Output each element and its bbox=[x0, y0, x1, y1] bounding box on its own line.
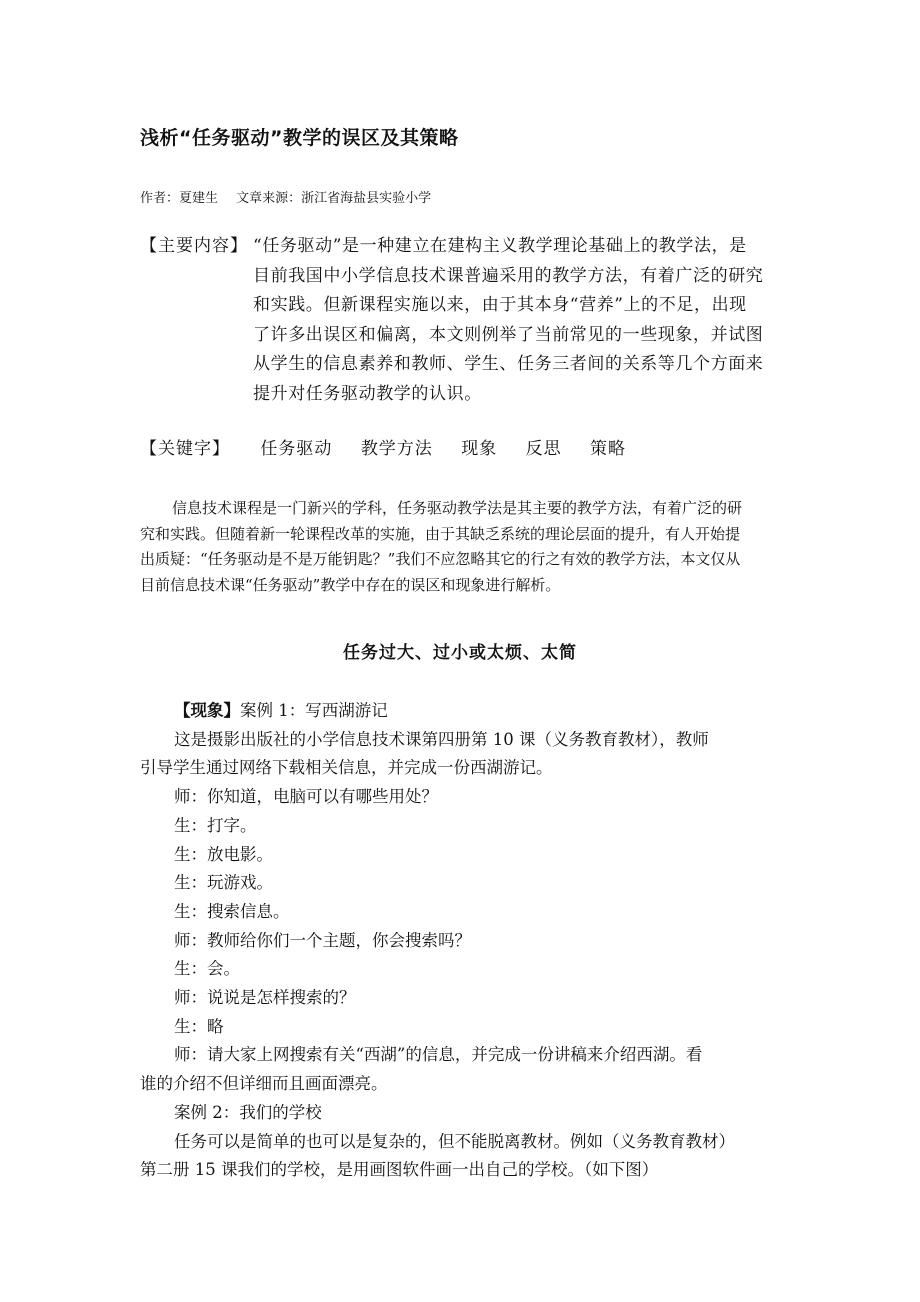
abstract-line: 目前我国中小学信息技术课普遍采用的教学方法，有着广泛的研究 bbox=[253, 265, 764, 286]
keyword: 教学方法 bbox=[360, 439, 433, 459]
dialogue-continuation: 谁的介绍不但详细而且画面漂亮。 bbox=[140, 1074, 388, 1094]
dialogue-line: 师：教师给你们一个主题，你会搜索吗？ bbox=[174, 930, 471, 950]
intro-line: 出质疑：“任务驱动是不是万能钥匙？”我们不应忽略其它的行之有效的教学方法，本文仅从 bbox=[140, 550, 741, 568]
abstract-body bbox=[253, 232, 783, 409]
keyword: 策略 bbox=[590, 439, 627, 459]
dialogue-line: 生：略 bbox=[174, 1016, 224, 1036]
abstract-label: 【主要内容】 bbox=[140, 236, 248, 256]
keywords-label: 【关键字】 bbox=[140, 439, 230, 459]
dialogue-line: 生：玩游戏。 bbox=[174, 873, 273, 893]
keyword: 任务驱动 bbox=[260, 439, 333, 459]
intro-line: 目前信息技术课“任务驱动”教学中存在的误区和现象进行解析。 bbox=[140, 575, 561, 594]
case2-desc: 任务可以是简单的也可以是复杂的，但不能脱离教材。例如（义务教育教材） bbox=[174, 1131, 735, 1151]
abstract-line: 提升对任务驱动教学的认识。 bbox=[253, 383, 482, 404]
dialogue-line: 生：搜索信息。 bbox=[174, 901, 290, 921]
case1-heading-line bbox=[140, 697, 790, 726]
dialogue-line: 师：你知道，电脑可以有哪些用处？ bbox=[174, 787, 438, 807]
case1-desc: 引导学生通过网络下载相关信息，并完成一份西湖游记。 bbox=[140, 758, 553, 778]
intro-paragraph bbox=[140, 496, 785, 598]
case2-desc: 第二册 15 课我们的学校，是用画图软件画一出自己的学校。（如下图） bbox=[140, 1160, 659, 1180]
section-body bbox=[140, 697, 790, 1185]
source: 文章来源：浙江省海盐县实验小学 bbox=[236, 191, 432, 206]
phenomenon-label: 【现象】 bbox=[174, 701, 240, 720]
article-title: 浅析“任务驱动”教学的误区及其策略 bbox=[140, 127, 459, 149]
case1-desc: 这是摄影出版社的小学信息技术课第四册第 10 课（义务教育教材），教师 bbox=[174, 729, 709, 749]
dialogue-line: 生：放电影。 bbox=[174, 844, 273, 864]
dialogue-line: 生：会。 bbox=[174, 959, 240, 979]
dialogue-line: 师：说说是怎样搜索的？ bbox=[174, 988, 356, 1008]
keyword: 现象 bbox=[461, 439, 498, 459]
case2-title: 案例 2：我们的学校 bbox=[174, 1102, 322, 1122]
intro-line: 究和实践。但随着新一轮课程改革的实施，由于其缺乏系统的理论层面的提升，有人开始提 bbox=[140, 524, 741, 543]
abstract-line: “任务驱动”是一种建立在建构主义教学理论基础上的教学法，是 bbox=[253, 236, 747, 256]
abstract-line: 了许多出误区和偏离，本文则例举了当前常见的一些现象，并试图 bbox=[253, 324, 764, 345]
dialogue-line: 师：请大家上网搜索有关“西湖”的信息，并完成一份讲稿来介绍西湖。看 bbox=[174, 1045, 703, 1065]
keywords bbox=[140, 434, 648, 459]
author: 作者：夏建生 bbox=[140, 191, 219, 206]
section-heading: 任务过大、过小或太烦、太简 bbox=[343, 643, 577, 663]
dialogue-line: 生：打字。 bbox=[174, 815, 257, 835]
case1-title: 案例 1：写西湖游记 bbox=[240, 701, 388, 720]
intro-line: 信息技术课程是一门新兴的学科，任务驱动教学法是其主要的教学方法，有着广泛的研 bbox=[172, 499, 743, 517]
abstract-line: 和实践。但新课程实施以来，由于其本身“营养”上的不足，出现 bbox=[253, 295, 747, 315]
byline bbox=[140, 187, 445, 206]
keyword: 反思 bbox=[525, 439, 562, 459]
abstract-line: 从学生的信息素养和教师、学生、任务三者间的关系等几个方面来 bbox=[253, 354, 764, 374]
